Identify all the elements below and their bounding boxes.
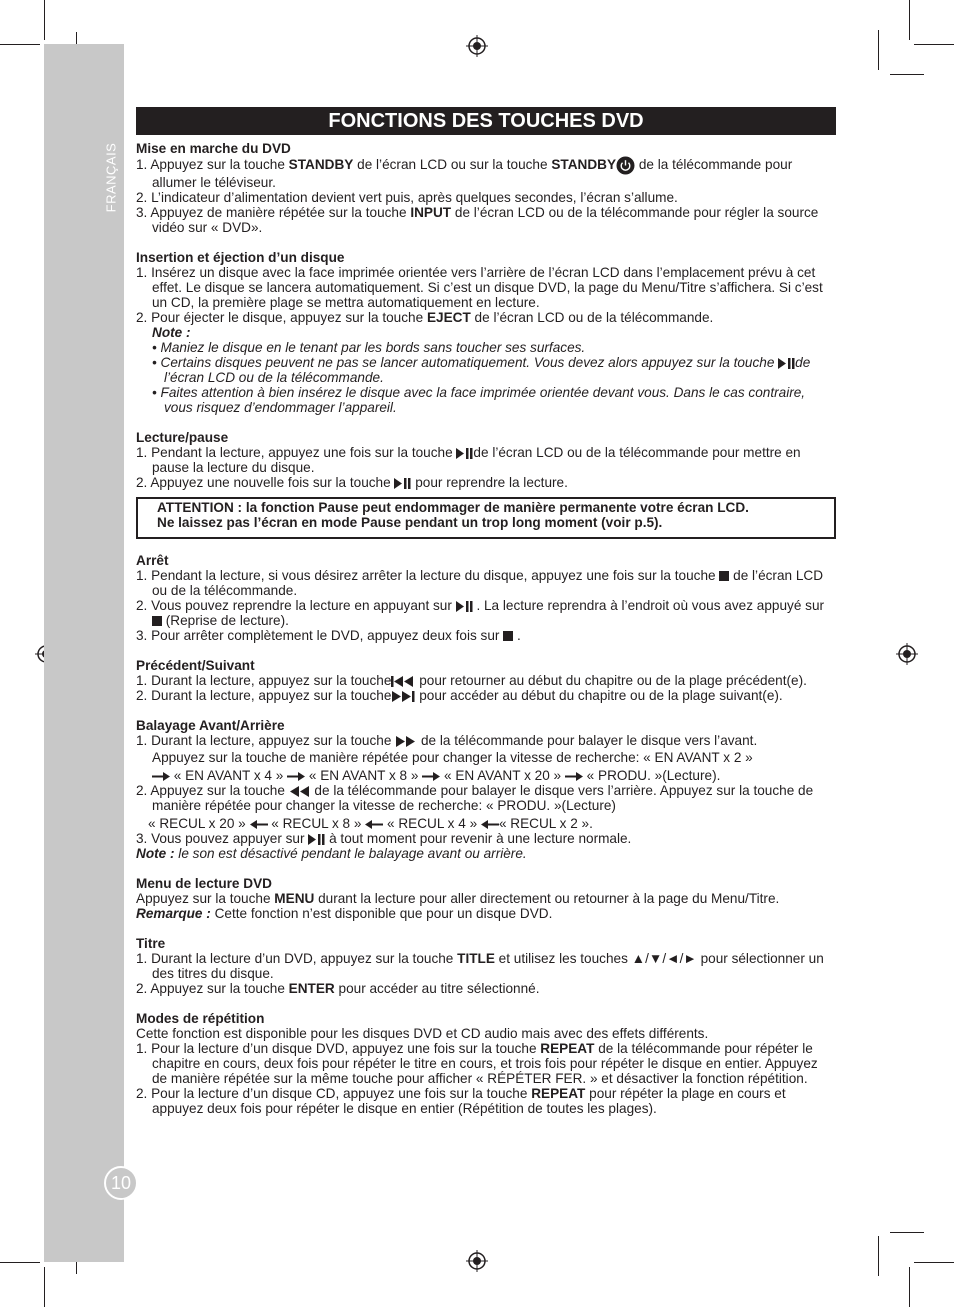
section-heading: Insertion et éjection d’un disque: [136, 250, 345, 265]
crop-mark: [0, 44, 40, 45]
list-item: 2. Appuyez sur la touche ENTER pour accéder au titre sélectionné.: [136, 981, 540, 996]
attention-line: ATTENTION : la fonction Pause peut endommager de manière permanente votre écran LCD.: [157, 500, 749, 515]
stop-icon: [503, 631, 513, 641]
list-item: 1. Insérez un disque avec la face imprimée orientée vers l’arrière de l’écran LCD dans l’emplacement prévu à cet effet. Le disque se lancera automatiquement. Si c’est un disque DVD, la page du Menu/Titre s’affichera. Si c’est un CD, la première plage se mettra automatiquement en lecture.: [136, 265, 823, 310]
paragraph: Appuyez sur la touche MENU durant la lecture pour aller directement ou retourner à la page du Menu/Titre. Remarque : Cette fonction n’est disponible que pour un disque DVD.: [136, 891, 780, 921]
sidebar-band: [44, 44, 124, 1262]
rewind-icon: [289, 786, 311, 797]
section-heading: Précédent/Suivant: [136, 658, 255, 673]
previous-icon: [391, 676, 415, 687]
section-heading: Balayage Avant/Arrière: [136, 718, 285, 733]
language-tab: [104, 138, 118, 218]
list-item: 2. Durant la lecture, appuyez sur la touche pour accéder au début du chapitre ou de la plage suivant(e).: [136, 688, 783, 703]
paragraph: Cette fonction est disponible pour les disques DVD et CD audio mais avec des effets différents.: [136, 1026, 709, 1041]
list-item: 1. Pendant la lecture, appuyez une fois sur la touche de l’écran LCD ou de la télécommande pour mettre en pause la lecture du disque.: [136, 445, 801, 475]
list-item: 1. Pour la lecture d’un disque DVD, appuyez une fois sur la touche REPEAT de la télécommande pour répéter le chapitre en cours, deux fois pour répéter le titre en cours, et trois fois pour répéter le disque en entier. Appuyez de manière répétée sur la même touche pour afficher « RÉPÉTER FER. » et désactiver la fonction répétition.: [136, 1041, 818, 1086]
arrow-right-icon: [287, 772, 305, 781]
list-item: 2. L’indicateur d’alimentation devient vert puis, après quelques secondes, l’écran s’allume.: [136, 190, 678, 205]
list-item: 3. Pour arrêter complètement le DVD, appuyez deux fois sur .: [136, 628, 521, 643]
crop-mark: [914, 1262, 954, 1263]
arrow-left-icon: [481, 820, 499, 829]
play-pause-icon: [456, 601, 473, 612]
fast-forward-icon: [395, 736, 417, 747]
bullet-item: • Maniez le disque en le tenant par les bords sans toucher ses surfaces.: [152, 340, 586, 355]
play-pause-icon: [394, 478, 411, 489]
note-label: Note :: [152, 325, 191, 340]
section-heading: Arrêt: [136, 553, 169, 568]
crop-mark: [44, 0, 45, 40]
crop-mark: [914, 44, 954, 45]
page-number: 10: [104, 1166, 138, 1200]
speed-sequence-backward: « RECUL x 20 » « RECUL x 8 » « RECUL x 4 » « RECUL x 2 ».: [148, 816, 593, 831]
registration-mark-icon: [466, 1250, 488, 1272]
list-item: 2. Vous pouvez reprendre la lecture en appuyant sur . La lecture reprendra à l’endroit où vous avez appuyé sur (Reprise de lecture).: [136, 598, 825, 628]
stop-icon: [719, 571, 729, 581]
section-heading: Mise en marche du DVD: [136, 141, 291, 156]
main-content: [136, 141, 836, 1116]
speed-sequence-forward: « EN AVANT x 4 » « EN AVANT x 8 » « EN AVANT x 20 » « PRODU. »(Lecture).: [136, 768, 836, 783]
power-icon: [616, 156, 635, 175]
list-item: 1. Pendant la lecture, si vous désirez arrêter la lecture du disque, appuyez une fois sur la touche de l’écran LCD ou de la télécommande.: [136, 568, 824, 598]
list-item: 1. Durant la lecture, appuyez sur la touche pour retourner au début du chapitre ou de la plage précédent(e).: [136, 673, 807, 688]
list-item: 3. Appuyez de manière répétée sur la touche INPUT de l’écran LCD ou de la télécommande pour régler la source vidéo sur « DVD».: [136, 205, 819, 235]
play-pause-icon: [778, 358, 795, 369]
crop-mark: [909, 0, 910, 40]
arrow-right-icon: [152, 772, 170, 781]
attention-line: Ne laissez pas l’écran en mode Pause pendant un trop long moment (voir p.5).: [157, 515, 663, 530]
registration-mark-icon: [466, 35, 488, 57]
language-label: FRANÇAIS: [103, 142, 119, 213]
arrow-right-icon: [565, 772, 583, 781]
list-item: 1. Durant la lecture d’un DVD, appuyez sur la touche TITLE et utilisez les touches ▲/▼/◄/► pour sélectionner un des titres du disque.: [136, 951, 824, 981]
attention-box: [136, 497, 836, 539]
section-heading: Modes de répétition: [136, 1011, 265, 1026]
arrow-left-icon: [250, 820, 268, 829]
stop-icon: [152, 616, 162, 626]
section-heading: Menu de lecture DVD: [136, 876, 272, 891]
section-heading: Titre: [136, 936, 166, 951]
play-pause-icon: [456, 448, 473, 459]
crop-mark: [878, 30, 879, 70]
page-title: FONCTIONS DES TOUCHES DVD: [136, 107, 836, 135]
list-item: 1. Durant la lecture, appuyez sur la touche de la télécommande pour balayer le disque vers l’avant.: [136, 733, 758, 748]
bullet-item: • Faites attention à bien insérez le disque avec la face imprimée orientée devant vous. Dans le cas contraire, vous risquez d’endommager l’appareil.: [152, 385, 806, 415]
list-item: 2. Appuyez sur la touche de la télécommande pour balayer le disque vers l’arrière. Appuyez sur la touche de manière répétée pour changer la vitesse de recherche: « PRODU. »(Lecture): [136, 783, 814, 813]
list-item: 2. Pour éjecter le disque, appuyez sur la touche EJECT de l’écran LCD ou de la télécommande.: [136, 310, 714, 325]
list-item-continued: Appuyez sur la touche de manière répétée pour changer la vitesse de recherche: « EN AVANT x 2 »: [152, 750, 753, 765]
next-icon: [391, 691, 415, 702]
registration-mark-icon: [896, 643, 918, 665]
play-pause-icon: [308, 834, 325, 845]
bullet-item: • Certains disques peuvent ne pas se lancer automatiquement. Vous devez alors appuyez sur la touche de l’écran LCD ou de la télécommande.: [152, 355, 811, 385]
crop-mark: [878, 1236, 879, 1276]
arrow-left-icon: [365, 820, 383, 829]
crop-mark: [44, 1267, 45, 1307]
arrow-right-icon: [422, 772, 440, 781]
list-item: 1. Appuyez sur la touche STANDBY de l’écran LCD ou sur la touche STANDBY de la télécommande pour allumer le téléviseur.: [136, 157, 793, 190]
list-item: 3. Vous pouvez appuyer sur à tout moment pour revenir à une lecture normale.: [136, 831, 632, 846]
crop-mark: [909, 1267, 910, 1307]
crop-mark: [890, 74, 924, 75]
section-heading: Lecture/pause: [136, 430, 229, 445]
list-item: 2. Pour la lecture d’un disque CD, appuyez une fois sur la touche REPEAT pour répéter la plage en cours et appuyez deux fois pour répéter le disque en entier (Répétition de toutes les plages).: [136, 1086, 786, 1116]
note: Note : le son est désactivé pendant le balayage avant ou arrière.: [136, 846, 527, 861]
crop-mark: [0, 1262, 40, 1263]
list-item: 2. Appuyez une nouvelle fois sur la touche pour reprendre la lecture.: [136, 475, 568, 490]
crop-mark: [890, 1232, 924, 1233]
